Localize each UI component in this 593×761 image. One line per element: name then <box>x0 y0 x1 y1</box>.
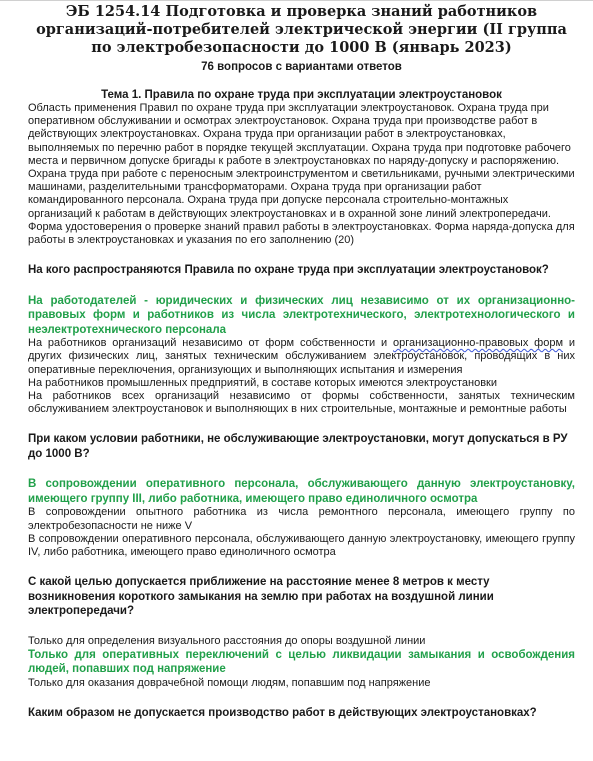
question-1-correct-answer: На работодателей - юридических и физических лиц независимо от их организационно-правовых форм и работников из числа электротехнического, электротехнологического и неэлектротехнического персонала <box>28 294 575 336</box>
question-3: С какой целью допускается приближение на расстояние менее 8 метров к месту возникновения короткого замыкания на землю при работах на воздушной линии электропередачи? <box>28 576 494 618</box>
question-2: При каком условии работники, не обслуживающие электроустановки, могут допускаться в РУ до 1000 В? <box>28 433 568 460</box>
question-2-answer-option: В сопровождении опытного работника из числа ремонтного персонала, имеющего группу по электробезопасности не ниже V <box>28 506 575 532</box>
question-3-answer-option: Только для определения визуального расстояния до опоры воздушной линии <box>28 634 426 647</box>
spellcheck-marked-text: организационно-правовых форм <box>393 337 564 350</box>
question-1-answer-option: На работников всех организаций независимо от формы собственности, занятых техническим обслуживанием электроустановок и выполняющих в них строительные, монтажные и ремонтные работы <box>28 390 575 416</box>
question-1-answer-option <box>28 337 575 377</box>
question-2-answer-option: В сопровождении оперативного персонала, обслуживающего данную электроустановку, имеющего группу IV, либо работника, имеющего право единоличного осмотра <box>28 532 575 559</box>
answer-text: На работников организаций независимо от форм собственности и <box>28 337 394 350</box>
question-2-correct-answer: В сопровождении оперативного персонала, обслуживающего данную электроустановку, имеющего группу III, либо работника, имеющего право единоличного осмотра <box>28 478 575 505</box>
question-3-correct-answer: Только для оперативных переключений с целью ликвидации замыкания и освобождения людей, попавших под напряжение <box>28 648 575 676</box>
question-1: На кого распространяются Правила по охране труда при эксплуатации электроустановок? <box>28 264 549 277</box>
top-divider <box>0 0 593 1</box>
question-3-answer-option: Только для оказания доврачебной помощи людям, попавшим под напряжение <box>28 676 431 689</box>
document-title: ЭБ 1254.14 Подготовка и проверка знаний работников организаций-потребителей электрической энергии (II группа по электробезопасности до 1000 В (январь 2023) <box>36 3 567 56</box>
document-subtitle: 76 вопросов с вариантами ответов <box>201 61 402 73</box>
question-1-answer-option: На работников промышленных предприятий, в составе которых имеются электроустановки <box>28 376 498 389</box>
question-4: Каким образом не допускается производство работ в действующих электроустановках? <box>28 707 537 720</box>
topic-title: Тема 1. Правила по охране труда при эксплуатации электроустановок <box>101 89 502 101</box>
topic-description: Область применения Правил по охране труда при эксплуатации электроустановок. Охрана труда при оперативном обслуживании и осмотрах электроустановок. Охрана труда при производстве работ в действующих электроустановках. Охрана труда при организации работ в электроустановках, выполняемых по перечню работ в порядке текущей эксплуатации. Охрана труда при подготовке рабочего места и первичном допуске бригады к работе в электроустановках по наряду-допуску и распоряжению. Охрана труда при работе с переносным электроинструментом и светильниками, ручными электрическими машинами, разделительными трансформаторами. Охрана труда при организации работ командированного персонала. Охрана труда при допуске персонала строительно-монтажных организаций к работам в действующих электроустановках и в охранной зоне линий электропередачи. Форма удостоверения о проверке знаний правил работы в электроустановках. Форма наряда-допуска для работы в электроустановках и указания по его заполнению (20) <box>28 102 575 247</box>
answer-text: и других физических лиц, занятых техническим обслуживанием электроустановок, проводящих в них оперативные переключения, организующих и выполняющих испытания и измерения <box>28 337 576 376</box>
